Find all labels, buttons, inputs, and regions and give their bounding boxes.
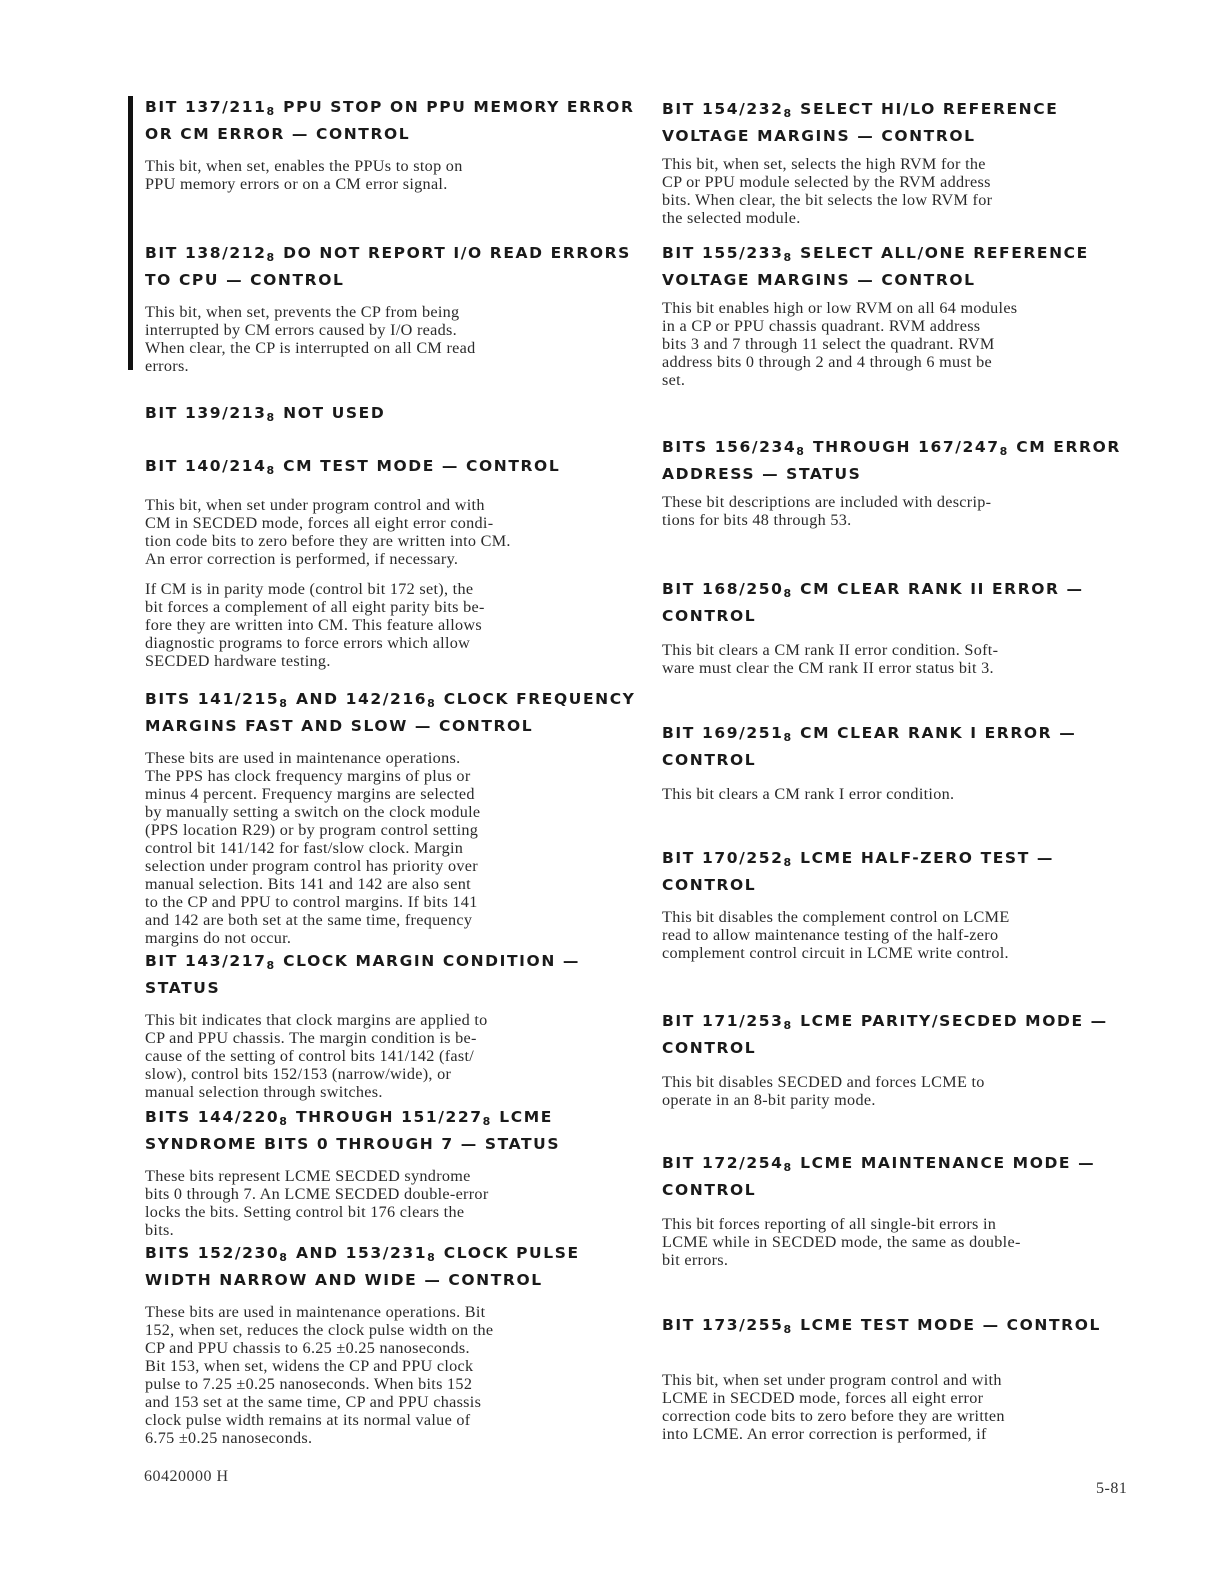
paragraph-line: These bits represent LCME SECDED syndrome — [145, 1167, 471, 1185]
bit-section — [662, 1152, 1095, 1269]
heading-text: THROUGH 167/247 — [805, 438, 1000, 456]
heading-prefix: BIT 172/254 — [662, 1154, 784, 1172]
octal-subscript: 8 — [279, 697, 287, 710]
paragraph-line: by manually setting a switch on the clock module — [145, 803, 481, 821]
heading-prefix: BIT 170/252 — [662, 849, 784, 867]
octal-subscript: 8 — [266, 959, 275, 972]
paragraph-line: An error correction is performed, if necessary. — [145, 550, 459, 568]
paragraph-line: This bit clears a CM rank I error condition. — [662, 785, 955, 803]
octal-subscript: 8 — [427, 1251, 435, 1264]
paragraph-line: the selected module. — [662, 209, 801, 227]
heading-text: CM CLEAR RANK I ERROR — — [793, 724, 1077, 742]
document-number: 60420000 H — [144, 1468, 229, 1485]
heading-text: DO NOT REPORT I/O READ ERRORS — [276, 244, 631, 262]
heading-prefix: BIT 137/211 — [145, 98, 267, 116]
section-paragraph — [662, 908, 1054, 962]
section-paragraph — [145, 1303, 580, 1447]
octal-subscript: 8 — [999, 445, 1008, 458]
section-heading-line2: SYNDROME BITS 0 THROUGH 7 — STATUS — [145, 1135, 561, 1153]
paragraph-line: clock pulse width remains at its normal value of — [145, 1411, 471, 1429]
heading-prefix: BIT 140/214 — [145, 457, 267, 475]
bit-section — [662, 1314, 1101, 1443]
heading-text: LCME TEST MODE — CONTROL — [793, 1316, 1101, 1334]
heading-text: LCME HALF-ZERO TEST — — [793, 849, 1054, 867]
section-heading-line2: OR CM ERROR — CONTROL — [145, 125, 411, 143]
section-paragraph — [145, 496, 560, 568]
octal-subscript: 8 — [783, 587, 792, 600]
section-paragraph — [662, 299, 1089, 389]
paragraph-line: 6.75 ±0.25 nanoseconds. — [145, 1429, 313, 1447]
paragraph-line: PPU memory errors or on a CM error signal. — [145, 175, 448, 193]
paragraph-line: in a CP or PPU chassis quadrant. RVM address — [662, 317, 981, 335]
paragraph-line: margins do not occur. — [145, 929, 292, 947]
heading-text: AND 142/216 — [288, 690, 428, 708]
paragraph-line: This bit indicates that clock margins are applied to — [145, 1011, 488, 1029]
heading-text: CM CLEAR RANK II ERROR — — [793, 580, 1084, 598]
paragraph-line: This bit clears a CM rank II error condition. Soft- — [662, 641, 999, 659]
heading-prefix: BIT 169/251 — [662, 724, 784, 742]
octal-subscript: 8 — [783, 1323, 792, 1336]
section-paragraph — [145, 580, 560, 670]
section-heading — [662, 722, 1076, 749]
octal-subscript: 8 — [783, 251, 792, 264]
paragraph-line: read to allow maintenance testing of the half-zero — [662, 926, 999, 944]
section-paragraph — [145, 303, 631, 375]
paragraph-line: This bit, when set, enables the PPUs to stop on — [145, 157, 463, 175]
section-heading — [145, 455, 560, 482]
heading-text: LCME — [492, 1108, 553, 1126]
section-paragraph — [145, 1011, 580, 1101]
octal-subscript: 8 — [783, 107, 792, 120]
section-heading — [145, 950, 580, 977]
paragraph-line: fore they are written into CM. This feature allows — [145, 616, 483, 634]
paragraph-line: This bit, when set under program control and with — [145, 496, 485, 514]
paragraph-line: CM in SECDED mode, forces all eight error condi- — [145, 514, 494, 532]
octal-subscript: 8 — [783, 731, 792, 744]
section-paragraph — [662, 493, 1121, 529]
section-heading-line2: VOLTAGE MARGINS — CONTROL — [662, 127, 976, 145]
section-heading-line2: ADDRESS — STATUS — [662, 465, 862, 483]
paragraph-line: ware must clear the CM rank II error status bit 3. — [662, 659, 994, 677]
heading-text: LCME MAINTENANCE MODE — — [793, 1154, 1096, 1172]
heading-text: AND 153/231 — [288, 1244, 428, 1262]
paragraph-line: locks the bits. Setting control bit 176 clears the — [145, 1203, 465, 1221]
heading-prefix: BIT 154/232 — [662, 100, 784, 118]
heading-text: SELECT HI/LO REFERENCE — [793, 100, 1059, 118]
section-heading-line2: STATUS — [145, 979, 221, 997]
paragraph-line: This bit disables SECDED and forces LCME to — [662, 1073, 985, 1091]
octal-subscript: 8 — [266, 105, 275, 118]
section-heading — [145, 1106, 560, 1133]
heading-text: CM ERROR — [1009, 438, 1121, 456]
section-heading — [662, 98, 1058, 125]
paragraph-line: complement control circuit in LCME write control. — [662, 944, 1009, 962]
paragraph-line: This bit, when set under program control and with — [662, 1371, 1002, 1389]
paragraph-line: bits 3 and 7 through 11 select the quadrant. RVM — [662, 335, 995, 353]
paragraph-line: into LCME. An error correction is performed, if — [662, 1425, 987, 1443]
bit-section — [662, 242, 1089, 389]
bit-section — [145, 688, 636, 947]
paragraph-line: bit errors. — [662, 1251, 729, 1269]
heading-text: CM TEST MODE — CONTROL — [276, 457, 561, 475]
bit-section — [662, 722, 1076, 803]
bit-section — [662, 1010, 1108, 1109]
paragraph-line: address bits 0 through 2 and 4 through 6 must be — [662, 353, 993, 371]
paragraph-line: This bit, when set, selects the high RVM for the — [662, 155, 986, 173]
section-heading — [662, 1314, 1101, 1341]
bit-section — [145, 950, 580, 1101]
paragraph-line: errors. — [145, 357, 189, 375]
paragraph-line: If CM is in parity mode (control bit 172 set), the — [145, 580, 474, 598]
section-paragraph — [662, 1215, 1095, 1269]
heading-prefix: BIT 155/233 — [662, 244, 784, 262]
section-heading — [662, 578, 1084, 605]
paragraph-line: SECDED hardware testing. — [145, 652, 331, 670]
paragraph-line: The PPS has clock frequency margins of plus or — [145, 767, 471, 785]
section-paragraph — [662, 641, 1084, 677]
paragraph-line: When clear, the CP is interrupted on all CM read — [145, 339, 476, 357]
paragraph-line: pulse to 7.25 ±0.25 nanoseconds. When bits 152 — [145, 1375, 473, 1393]
section-heading-line2: CONTROL — [662, 607, 757, 625]
bit-section — [662, 847, 1054, 962]
section-heading-line2: CONTROL — [662, 1181, 757, 1199]
octal-subscript: 8 — [279, 1251, 287, 1264]
paragraph-line: set. — [662, 371, 686, 389]
octal-subscript: 8 — [279, 1115, 287, 1128]
paragraph-line: and 153 set at the same time, CP and PPU chassis — [145, 1393, 482, 1411]
octal-subscript: 8 — [783, 1019, 792, 1032]
heading-text: NOT USED — [276, 404, 386, 422]
octal-subscript: 8 — [783, 856, 792, 869]
paragraph-line: minus 4 percent. Frequency margins are selected — [145, 785, 475, 803]
paragraph-line: LCME while in SECDED mode, the same as double- — [662, 1233, 1021, 1251]
section-paragraph — [662, 155, 1058, 227]
paragraph-line: bits. When clear, the bit selects the low RVM for — [662, 191, 993, 209]
paragraph-line: This bit forces reporting of all single-bit errors in — [662, 1215, 997, 1233]
section-heading-line2: CONTROL — [662, 751, 757, 769]
paragraph-line: This bit, when set, prevents the CP from being — [145, 303, 460, 321]
section-heading — [145, 96, 635, 123]
section-heading-line2: TO CPU — CONTROL — [145, 271, 345, 289]
paragraph-line: These bits are used in maintenance operations. Bit — [145, 1303, 486, 1321]
paragraph-line: These bit descriptions are included with descrip- — [662, 493, 992, 511]
octal-subscript: 8 — [266, 464, 275, 477]
paragraph-line: operate in an 8-bit parity mode. — [662, 1091, 876, 1109]
paragraph-line: and 142 are both set at the same time, frequency — [145, 911, 473, 929]
heading-text: PPU STOP ON PPU MEMORY ERROR — [276, 98, 635, 116]
bit-section — [145, 402, 385, 429]
paragraph-line: cause of the setting of control bits 141/142 (fast/ — [145, 1047, 475, 1065]
paragraph-line: manual selection. Bits 141 and 142 are also sent — [145, 875, 471, 893]
heading-prefix: BIT 173/255 — [662, 1316, 784, 1334]
heading-prefix: BIT 171/253 — [662, 1012, 784, 1030]
paragraph-line: (PPS location R29) or by program control setting — [145, 821, 479, 839]
octal-subscript: 8 — [783, 1161, 792, 1174]
paragraph-line: tion code bits to zero before they are written into CM. — [145, 532, 511, 550]
octal-subscript: 8 — [427, 697, 435, 710]
paragraph-line: LCME in SECDED mode, forces all eight error — [662, 1389, 984, 1407]
paragraph-line: This bit enables high or low RVM on all 64 modules — [662, 299, 1018, 317]
section-paragraph — [145, 157, 635, 193]
section-paragraph — [662, 1371, 1101, 1443]
heading-prefix: BITS 152/230 — [145, 1244, 280, 1262]
bit-section — [145, 455, 560, 670]
section-heading-line2: CONTROL — [662, 876, 757, 894]
heading-text: SELECT ALL/ONE REFERENCE — [793, 244, 1089, 262]
heading-prefix: BIT 139/213 — [145, 404, 267, 422]
paragraph-line: bits. — [145, 1221, 174, 1239]
heading-prefix: BITS 156/234 — [662, 438, 797, 456]
section-heading — [662, 242, 1089, 269]
paragraph-line: 152, when set, reduces the clock pulse width on the — [145, 1321, 494, 1339]
heading-text: LCME PARITY/SECDED MODE — — [793, 1012, 1108, 1030]
paragraph-line: Bit 153, when set, widens the CP and PPU clock — [145, 1357, 474, 1375]
bit-section — [662, 578, 1084, 677]
heading-text: CLOCK FREQUENCY — [436, 690, 636, 708]
section-paragraph — [145, 1167, 560, 1239]
paragraph-line: to the CP and PPU to control margins. If bits 141 — [145, 893, 478, 911]
page-number: 5-81 — [1096, 1480, 1128, 1497]
paragraph-line: These bits are used in maintenance operations. — [145, 749, 461, 767]
section-heading — [145, 1242, 580, 1269]
bit-section — [662, 436, 1121, 529]
section-paragraph — [662, 785, 1076, 803]
paragraph-line: CP or PPU module selected by the RVM address — [662, 173, 991, 191]
section-heading — [662, 1152, 1095, 1179]
section-heading — [145, 688, 636, 715]
paragraph-line: tions for bits 48 through 53. — [662, 511, 852, 529]
section-heading — [662, 847, 1054, 874]
heading-prefix: BITS 141/215 — [145, 690, 280, 708]
paragraph-line: control bit 141/142 for fast/slow clock. Margin — [145, 839, 464, 857]
paragraph-line: CP and PPU chassis. The margin condition is be- — [145, 1029, 477, 1047]
bit-section — [145, 96, 635, 193]
section-paragraph — [145, 749, 636, 947]
heading-text: CLOCK MARGIN CONDITION — — [276, 952, 580, 970]
paragraph-line: correction code bits to zero before they are written — [662, 1407, 1005, 1425]
section-heading — [145, 402, 385, 429]
section-heading — [662, 436, 1121, 463]
heading-prefix: BIT 143/217 — [145, 952, 267, 970]
paragraph-line: manual selection through switches. — [145, 1083, 383, 1101]
section-heading-line2: MARGINS FAST AND SLOW — CONTROL — [145, 717, 534, 735]
paragraph-line: CP and PPU chassis to 6.25 ±0.25 nanoseconds. — [145, 1339, 470, 1357]
paragraph-line: bit forces a complement of all eight parity bits be- — [145, 598, 485, 616]
octal-subscript: 8 — [482, 1115, 491, 1128]
paragraph-line: This bit disables the complement control on LCME — [662, 908, 1010, 926]
paragraph-line: selection under program control has priority over — [145, 857, 478, 875]
octal-subscript: 8 — [796, 445, 804, 458]
paragraph-line: slow), control bits 152/153 (narrow/wide), or — [145, 1065, 452, 1083]
heading-text: THROUGH 151/227 — [288, 1108, 483, 1126]
heading-prefix: BIT 168/250 — [662, 580, 784, 598]
heading-prefix: BIT 138/212 — [145, 244, 267, 262]
bit-section — [145, 242, 631, 375]
paragraph-line: interrupted by CM errors caused by I/O reads. — [145, 321, 457, 339]
octal-subscript: 8 — [266, 411, 275, 424]
bit-section — [145, 1242, 580, 1447]
section-paragraph — [662, 1073, 1108, 1109]
paragraph-line: bits 0 through 7. An LCME SECDED double-error — [145, 1185, 489, 1203]
octal-subscript: 8 — [266, 251, 275, 264]
section-heading-line2: WIDTH NARROW AND WIDE — CONTROL — [145, 1271, 543, 1289]
heading-text: CLOCK PULSE — [436, 1244, 580, 1262]
bit-section — [662, 98, 1058, 227]
section-heading-line2: VOLTAGE MARGINS — CONTROL — [662, 271, 976, 289]
bit-section — [145, 1106, 560, 1239]
heading-prefix: BITS 144/220 — [145, 1108, 280, 1126]
paragraph-line: diagnostic programs to force errors which allow — [145, 634, 471, 652]
section-heading — [662, 1010, 1108, 1037]
revision-change-bar — [128, 96, 133, 370]
section-heading — [145, 242, 631, 269]
section-heading-line2: CONTROL — [662, 1039, 757, 1057]
